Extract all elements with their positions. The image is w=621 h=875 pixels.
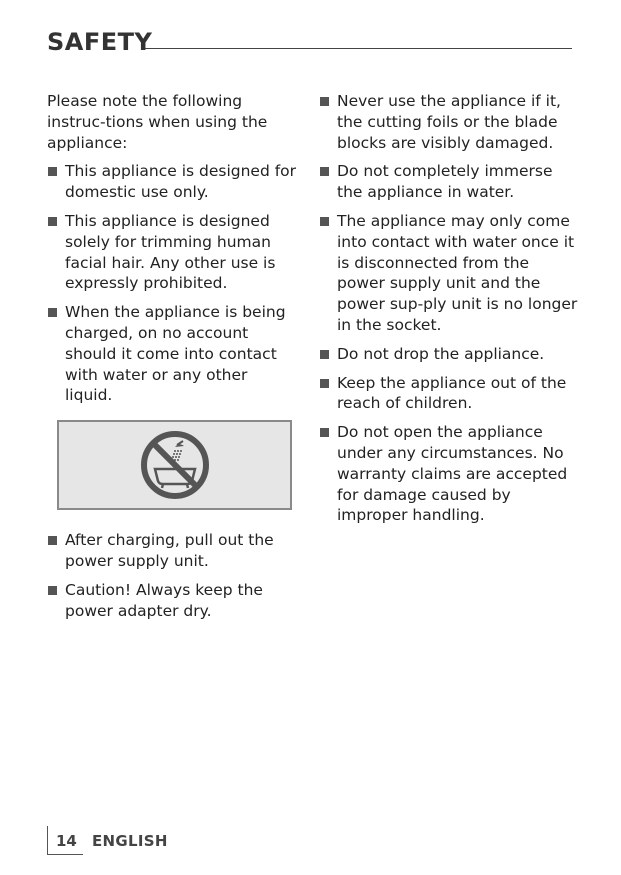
intro-text: Please note the following instruc-tions when using the appliance: bbox=[47, 92, 268, 152]
page-number: 14 bbox=[56, 832, 77, 850]
page-footer bbox=[47, 826, 247, 856]
bullet-square-icon bbox=[320, 217, 329, 226]
list-item-text: This appliance is designed solely for trimming human facial hair. Any other use is expressly prohibited. bbox=[65, 211, 276, 293]
list-item-text: Keep the appliance out of the reach of children. bbox=[337, 373, 567, 413]
footer-horizontal-rule bbox=[47, 854, 83, 855]
list-item-text: This appliance is designed for domestic use only. bbox=[65, 162, 297, 202]
bullet-square-icon bbox=[48, 217, 57, 226]
list-item-text: The appliance may only come into contact with water once it is disconnected from the power supply unit and the power sup-ply unit is no longer in the socket. bbox=[337, 211, 578, 334]
bullet-square-icon bbox=[48, 536, 57, 545]
page-header bbox=[47, 28, 572, 58]
bullet-square-icon bbox=[320, 379, 329, 388]
left-bullet-list bbox=[47, 161, 299, 406]
list-item bbox=[319, 161, 581, 203]
language-label: ENGLISH bbox=[92, 832, 168, 850]
list-item bbox=[47, 302, 299, 406]
list-item bbox=[319, 422, 581, 526]
list-item bbox=[47, 211, 299, 294]
list-item bbox=[319, 344, 581, 365]
list-item bbox=[47, 530, 299, 572]
list-item bbox=[319, 91, 581, 153]
list-item-text: After charging, pull out the power supply unit. bbox=[65, 531, 274, 570]
list-item-text: Do not completely immerse the appliance in water. bbox=[337, 162, 553, 202]
bullet-square-icon bbox=[48, 586, 57, 595]
list-item bbox=[47, 580, 299, 622]
list-item-text: Do not drop the appliance. bbox=[337, 344, 545, 363]
left-bullet-list-2 bbox=[47, 530, 299, 621]
bullet-square-icon bbox=[48, 308, 57, 317]
left-column bbox=[47, 91, 299, 629]
list-item-text: Do not open the appliance under any circumstances. No warranty claims are accepted for damage caused by improper handling. bbox=[337, 423, 568, 525]
bullet-square-icon bbox=[320, 167, 329, 176]
section-title: SAFETY bbox=[47, 28, 153, 56]
list-item bbox=[47, 161, 299, 203]
no-bath-shower-icon bbox=[139, 429, 211, 501]
list-item bbox=[319, 373, 581, 415]
list-item-text: Never use the appliance if it, the cutting foils or the blade blocks are visibly damaged. bbox=[337, 92, 561, 152]
list-item-text: When the appliance is being charged, on no account should it come into contact with water or any other liquid. bbox=[65, 303, 286, 405]
bullet-square-icon bbox=[320, 97, 329, 106]
bullet-square-icon bbox=[320, 350, 329, 359]
right-column bbox=[319, 91, 581, 534]
bullet-square-icon bbox=[320, 428, 329, 437]
warning-figure bbox=[57, 420, 292, 510]
header-rule bbox=[145, 48, 572, 49]
right-bullet-list bbox=[319, 91, 581, 526]
bullet-square-icon bbox=[48, 167, 57, 176]
list-item bbox=[319, 211, 581, 336]
list-item-text: Caution! Always keep the power adapter dry. bbox=[65, 580, 263, 620]
footer-vertical-rule bbox=[47, 826, 48, 854]
